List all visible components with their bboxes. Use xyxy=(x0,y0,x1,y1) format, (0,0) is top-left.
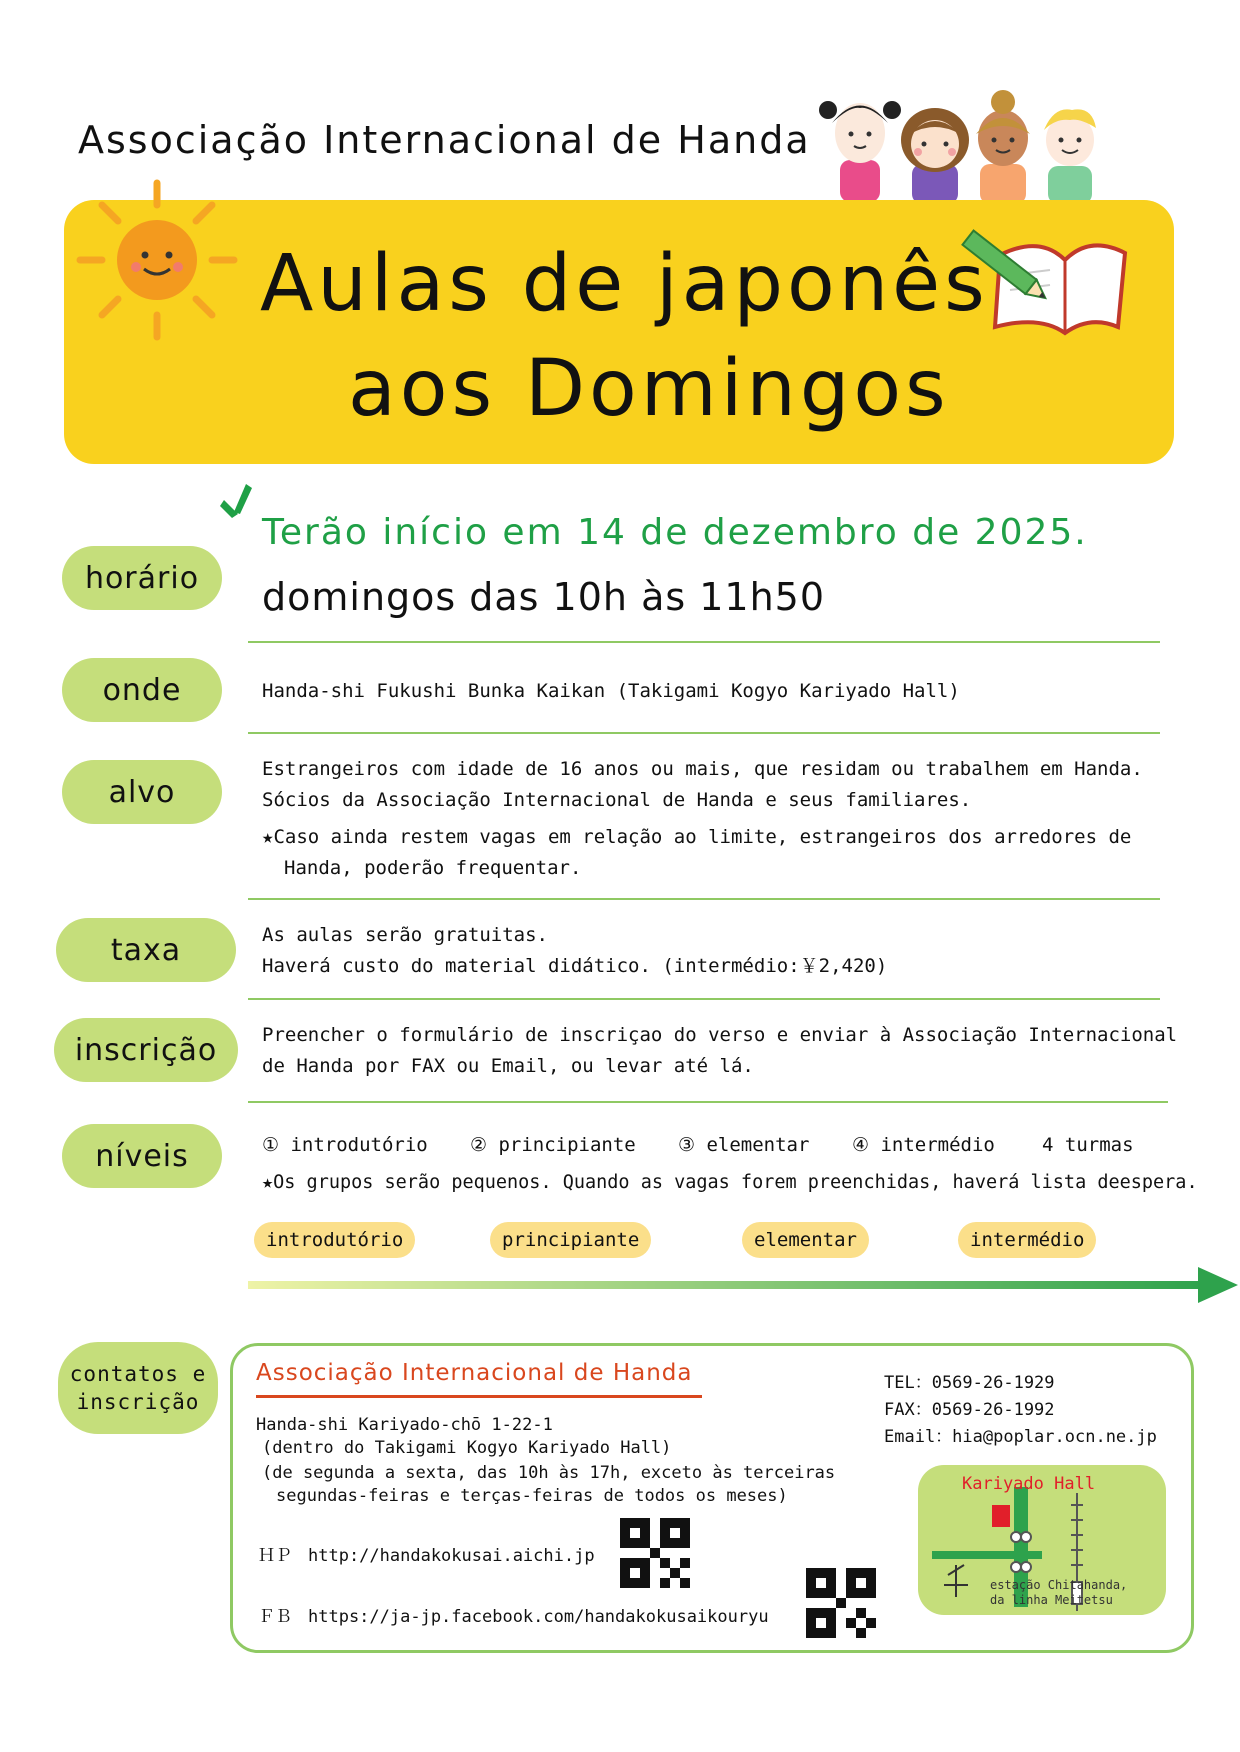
fee-line-1: As aulas serão gratuitas. xyxy=(262,924,548,946)
phone: TEL：0569-26-1929 xyxy=(884,1373,1055,1393)
map-station-line-2: da linha Meitetsu xyxy=(990,1593,1113,1607)
label-contatos: contatos e inscrição xyxy=(58,1342,218,1434)
level-tag-introdutorio: introdutório xyxy=(254,1222,415,1258)
registration-line-1: Preencher o formulário de inscriçao do verso e enviar à Associação Internacional xyxy=(262,1024,1178,1046)
start-date: Terão início em 14 de dezembro de 2025. xyxy=(262,512,1088,553)
level-4: ④ intermédio xyxy=(852,1134,995,1156)
target-line-2: Sócios da Associação Internacional de Handa e seus familiares. xyxy=(262,789,972,811)
class-time: domingos das 10h às 11h50 xyxy=(262,575,826,619)
map-hall-label: Kariyado Hall xyxy=(962,1474,1096,1494)
contact-org: Associação Internacional de Handa xyxy=(256,1360,693,1386)
target-line-4: Handa, poderão frequentar. xyxy=(284,857,582,879)
sun-icon xyxy=(72,175,242,345)
level-tag-elementar: elementar xyxy=(742,1222,869,1258)
qr-code-icon xyxy=(620,1518,690,1588)
contact-org-underline xyxy=(256,1395,702,1398)
accent-mark-icon xyxy=(220,484,256,518)
title-line-2: aos Domingos xyxy=(348,344,950,434)
label-alvo: alvo xyxy=(62,760,222,824)
people-illustration xyxy=(810,88,1110,200)
label-horario: horário xyxy=(62,546,222,610)
label-niveis: níveis xyxy=(62,1124,222,1188)
map-station-line-1: estação Chitahanda, xyxy=(990,1578,1128,1592)
target-line-1: Estrangeiros com idade de 16 anos ou mais, que residam ou trabalhem em Handa. xyxy=(262,758,1143,780)
level-tag-intermedio: intermédio xyxy=(958,1222,1096,1258)
level-1: ① introdutório xyxy=(262,1134,428,1156)
fee-line-2: Haverá custo do material didático. (intermédio:￥2,420) xyxy=(262,955,888,977)
address-line-2: (dentro do Takigami Kogyo Kariyado Hall) xyxy=(262,1438,672,1458)
level-2: ② principiante xyxy=(470,1134,636,1156)
level-tag-principiante: principiante xyxy=(490,1222,651,1258)
fb-link[interactable]: https://ja-jp.facebook.com/handakokusaikouryu xyxy=(308,1607,769,1627)
target-line-3: ★Caso ainda restem vagas em relação ao limite, estrangeiros dos arredores de xyxy=(262,826,1132,848)
separator xyxy=(248,1101,1168,1103)
hp-label: ＨＰ xyxy=(258,1546,292,1566)
level-3: ③ elementar xyxy=(678,1134,810,1156)
fax: FAX：0569-26-1992 xyxy=(884,1400,1055,1420)
separator xyxy=(248,998,1160,1000)
email[interactable]: Email：hia@poplar.ocn.ne.jp xyxy=(884,1427,1157,1447)
hours-line-1: (de segunda a sexta, das 10h às 17h, exceto às terceiras xyxy=(262,1463,836,1483)
title-line-1: Aulas de japonês xyxy=(260,239,989,329)
fb-label: ＦＢ xyxy=(258,1607,292,1627)
venue-text: Handa-shi Fukushi Bunka Kaikan (Takigami Kogyo Kariyado Hall) xyxy=(262,680,960,702)
hp-link[interactable]: http://handakokusai.aichi.jp xyxy=(308,1546,595,1566)
label-taxa: taxa xyxy=(56,918,236,982)
label-onde: onde xyxy=(62,658,222,722)
arrow-gradient xyxy=(248,1265,1240,1305)
qr-code-icon xyxy=(806,1568,876,1638)
group-note: ★Os grupos serão pequenos. Quando as vagas forem preenchidas, haverá lista deespera. xyxy=(262,1172,1198,1193)
separator xyxy=(248,641,1160,643)
organization-name: Associação Internacional de Handa xyxy=(78,118,811,162)
label-inscricao: inscrição xyxy=(54,1018,238,1082)
separator xyxy=(248,898,1160,900)
registration-line-2: de Handa por FAX ou Email, ou levar até lá. xyxy=(262,1055,754,1077)
separator xyxy=(248,732,1160,734)
class-count: 4 turmas xyxy=(1042,1134,1134,1156)
address-line-1: Handa-shi Kariyado-chō 1-22-1 xyxy=(256,1415,553,1435)
hours-line-2: segundas-feiras e terças-feiras de todos os meses) xyxy=(276,1486,788,1506)
